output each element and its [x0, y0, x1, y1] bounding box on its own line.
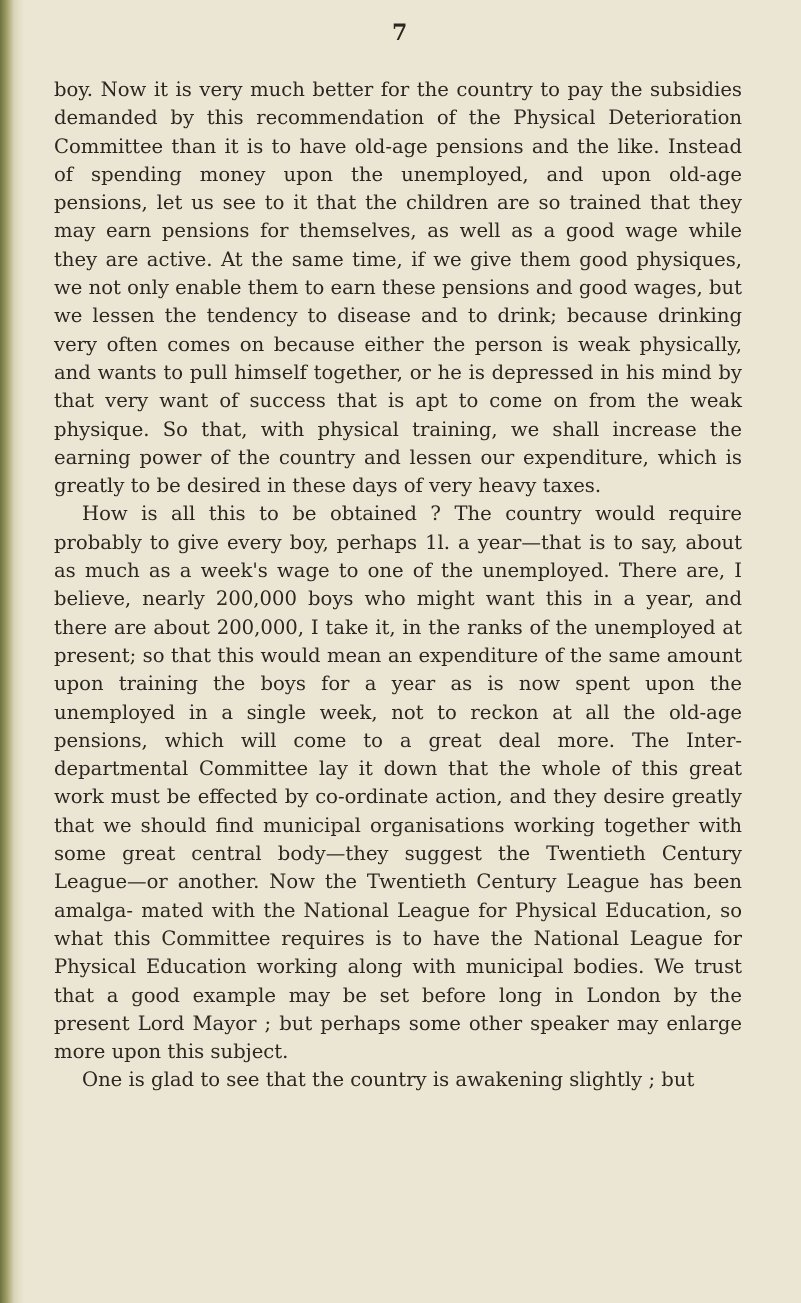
body-text [54, 76, 742, 1095]
paragraph-3: One is glad to see that the country is awakening slightly ; but [82, 1068, 695, 1092]
paragraph-1: boy. Now it is very much better for the country to pay the subsidies demanded by this recommendation of the Physical Deterioration Committee than it is to have old-age pensions and the like. Instead of spending money upon the unemployed, and upon old-age pensions, let us see to it that the children are so trained that they may earn pensions for themselves, as well as a good wage while they are active. At the same time, if we give them good physiques, we not only enable them to earn these pensions and good wages, but we lessen the tendency to disease and to drink; because drinking very often comes on because either the person is weak physically, and wants to pull himself together, or he is depressed in his mind by that very want of success that is apt to come on from the weak physique. So that, with physical training, we shall increase the earning power of the country and lessen our expenditure, which is greatly to be desired in these days of very heavy taxes. [54, 78, 742, 498]
page-number: 7 [392, 20, 408, 46]
paragraph-2: How is all this to be obtained ? The country would require probably to give every boy, perhaps 1l. a year—that is to say, about as much as a week's wage to one of the unemployed. There are, I believe, nearly 200,000 boys who might want this in a year, and there are about 200,000, I take it, in the ranks of the unemployed at present; so that this would mean an expenditure of the same amount upon training the boys for a year as is now spent upon the unemployed in a single week, not to reckon at all the old-age pensions, which will come to a great deal more. The Inter-departmental Committee lay it down that the whole of this great work must be effected by co-ordinate action, and they desire greatly that we should find municipal organisations working together with some great central body—they suggest the Twentieth Century League—or another. Now the Twentieth Century League has been amalga- mated with the National League for Physical Education, so what this Committee requires is to have the National League for Physical Education working along with municipal bodies. We trust that a good example may be set before long in London by the present Lord Mayor ; but perhaps some other speaker may enlarge more upon this subject. [54, 502, 742, 1064]
